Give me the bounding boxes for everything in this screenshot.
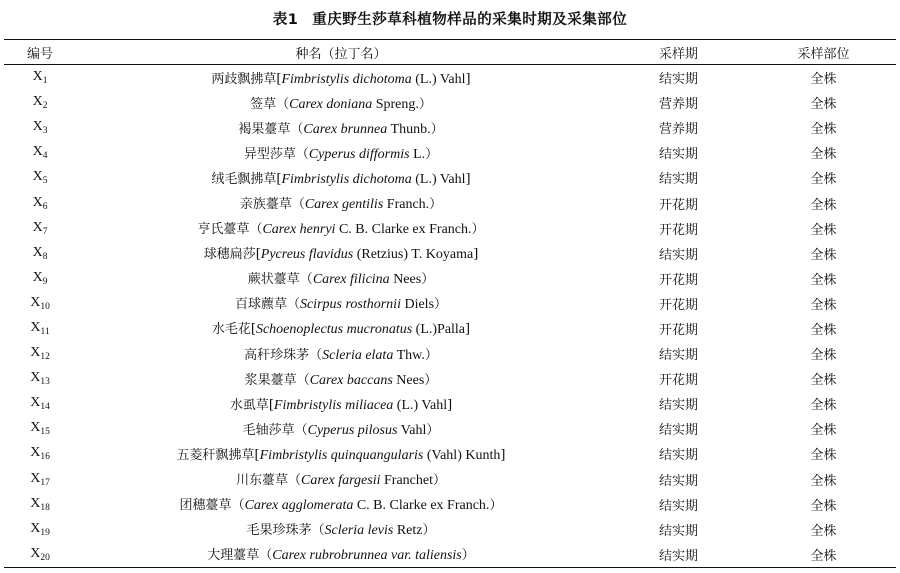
chinese-name: 两歧飘拂草 [211,71,277,87]
chinese-name: 水虱草 [229,397,269,413]
close-bracket: ） [418,96,432,112]
row-period: 结实期 [658,423,698,439]
row-period: 营养期 [658,97,698,113]
row-code [4,416,76,441]
row-species [76,542,606,568]
close-bracket: ） [424,347,438,363]
close-bracket: ） [429,197,443,213]
latin-epithet: henryi [299,222,336,238]
chinese-name: 蕨状薹草 [247,272,300,288]
open-bracket: （ [299,272,313,288]
row-code [4,165,76,190]
open-bracket: [ [255,247,261,263]
row-species [76,391,606,416]
latin-genus: Schoenoplectus [255,322,344,338]
open-bracket: [ [276,71,282,87]
latin-author: Diels [404,297,435,313]
code-letter: X [30,545,41,561]
code-letter: X [32,69,43,85]
latin-name [313,272,421,287]
code-letter: X [30,520,41,536]
row-species [76,140,606,165]
row-code [4,115,76,140]
latin-genus: Carex [304,197,339,213]
code-subscript: 7 [42,226,48,237]
latin-genus: Scleria [324,523,365,539]
row-period: 开花期 [658,222,698,238]
open-bracket: [ [250,322,256,338]
row-part: 全株 [810,548,837,564]
chinese-name: 大理薹草 [207,548,260,564]
latin-name [308,423,427,438]
latin-author: Franchet [384,473,433,489]
latin-name [256,322,465,337]
latin-epithet: filicina [350,272,390,288]
latin-genus: Scirpus [299,297,342,313]
row-part: 全株 [810,97,837,113]
species-table [4,39,896,568]
close-bracket: ） [432,473,446,489]
latin-epithet: agglomerata [281,498,354,514]
latin-name [325,523,423,538]
close-bracket: ） [434,297,448,313]
header-part: 采样部位 [797,46,850,62]
chinese-name: 高秆珍珠茅 [244,347,310,363]
chinese-name: 浆果薹草 [244,372,297,388]
table-row [4,165,896,190]
row-period: 开花期 [658,373,698,389]
open-bracket: （ [290,121,304,137]
latin-author: Franch. [386,197,430,213]
latin-name [322,348,425,363]
latin-name [260,448,501,463]
latin-name [262,222,471,237]
latin-genus: Carex [289,96,323,112]
table-row [4,190,896,215]
code-subscript: 11 [40,326,50,337]
table-title: 重庆野生莎草科植物样品的采集时期及采集部位 [312,12,628,28]
open-bracket: [ [254,447,260,463]
open-bracket: （ [311,523,325,539]
row-part: 全株 [810,197,837,213]
row-species [76,241,606,266]
latin-name [309,147,425,162]
open-bracket: （ [231,498,245,514]
latin-author: (Retzius) T. Koyama [356,247,474,263]
open-bracket: （ [259,548,273,564]
row-species [76,266,606,291]
row-code [4,366,76,391]
latin-epithet: flavidus [308,247,354,263]
row-code [4,266,76,291]
latin-name [289,97,419,112]
latin-genus: Cyperus [307,422,355,438]
close-bracket: ] [473,247,479,263]
row-species [76,316,606,341]
open-bracket: （ [288,473,302,489]
row-part: 全株 [810,147,837,163]
latin-author: (Vahl) Kunth [426,447,501,463]
row-part: 全株 [810,523,837,539]
row-part: 全株 [810,172,837,188]
row-species [76,341,606,366]
latin-genus: Carex [301,473,335,489]
row-code [4,65,76,91]
close-bracket: ） [422,523,436,539]
chinese-name: 毛果珍珠茅 [246,523,312,539]
latin-genus: Carex [312,272,347,288]
latin-author: Thunb. [390,121,431,137]
code-letter: X [30,345,41,361]
latin-author: (L.)Palla [415,322,466,338]
code-letter: X [32,119,43,135]
table-row [4,542,896,568]
code-subscript: 10 [40,301,50,312]
code-subscript: 20 [40,552,50,563]
row-part: 全株 [810,348,837,364]
close-bracket: ） [424,372,438,388]
code-letter: X [32,94,43,110]
latin-epithet: fargesii [338,473,381,489]
code-letter: X [32,244,43,260]
row-part: 全株 [810,448,837,464]
row-period: 结实期 [658,348,698,364]
row-part: 全株 [810,297,837,313]
latin-author: Nees [396,372,425,388]
open-bracket: （ [295,146,309,162]
code-subscript: 14 [40,402,50,413]
code-letter: X [30,294,41,310]
row-period: 结实期 [658,172,698,188]
latin-name [305,197,429,212]
code-letter: X [30,445,41,461]
latin-epithet: rubrobrunnea var. taliensis [309,548,462,564]
table-row [4,391,896,416]
latin-epithet: dichotoma [352,71,412,87]
table-row [4,291,896,316]
row-part: 全株 [810,72,837,88]
code-subscript: 19 [40,527,50,538]
open-bracket: （ [276,96,290,112]
table-number: 表1 [272,12,299,28]
row-code [4,216,76,241]
latin-name [300,297,434,312]
code-letter: X [32,269,43,285]
code-subscript: 8 [42,251,48,262]
row-part: 全株 [810,322,837,338]
row-period: 开花期 [658,197,698,213]
latin-genus: Fimbristylis [281,71,350,87]
row-period: 结实期 [658,72,698,88]
latin-author: Spreng. [375,96,419,112]
row-period: 结实期 [658,448,698,464]
close-bracket: ] [465,322,471,338]
chinese-name: 毛轴莎草 [242,422,295,438]
latin-name [245,498,490,513]
code-letter: X [30,370,41,386]
latin-author: Thw. [396,347,425,363]
open-bracket: （ [294,422,308,438]
header-species: 种名（拉丁名） [295,46,387,62]
row-period: 营养期 [658,122,698,138]
chinese-name: 褐果薹草 [238,121,291,137]
code-subscript: 3 [42,126,48,137]
close-bracket: ] [465,171,471,187]
row-code [4,542,76,568]
row-code [4,241,76,266]
latin-name [303,122,430,137]
code-subscript: 6 [42,201,48,212]
code-letter: X [30,395,41,411]
code-letter: X [30,470,41,486]
table-row [4,90,896,115]
row-part: 全株 [810,473,837,489]
row-code [4,467,76,492]
row-period: 开花期 [658,272,698,288]
row-part: 全株 [810,373,837,389]
latin-epithet: doniana [326,96,373,112]
chinese-name: 川东薹草 [236,473,289,489]
table-row [4,65,896,91]
latin-author: Retz [396,523,423,539]
row-code [4,391,76,416]
open-bracket: [ [276,171,282,187]
latin-genus: Pycreus [260,247,306,263]
close-bracket: ） [461,548,475,564]
latin-author: C. B. Clarke ex Franch. [356,498,490,514]
row-species [76,492,606,517]
row-species [76,517,606,542]
row-code [4,291,76,316]
code-subscript: 12 [40,352,50,363]
close-bracket: ] [500,447,506,463]
table-row [4,216,896,241]
header-period: 采样期 [658,46,698,62]
latin-epithet: mucronatus [346,322,413,338]
row-part: 全株 [810,498,837,514]
latin-epithet: brunnea [340,121,388,137]
table-row [4,316,896,341]
code-letter: X [32,194,43,210]
row-code [4,190,76,215]
latin-genus: Carex [244,498,279,514]
row-period: 结实期 [658,473,698,489]
table-row [4,517,896,542]
row-species [76,115,606,140]
table-row [4,341,896,366]
row-period: 结实期 [658,548,698,564]
chinese-name: 亲族薹草 [239,197,292,213]
table-caption [0,8,900,29]
latin-epithet: miliacea [345,397,394,413]
latin-genus: Carex [272,548,306,564]
latin-author: (L.) Vahl [415,171,466,187]
row-species [76,467,606,492]
row-period: 开花期 [658,297,698,313]
latin-genus: Fimbristylis [273,397,342,413]
table-row [4,241,896,266]
code-subscript: 5 [42,176,48,187]
row-code [4,492,76,517]
latin-epithet: difformis [359,146,410,162]
table-row [4,140,896,165]
code-subscript: 9 [42,276,48,287]
header-code: 编号 [26,46,53,62]
row-code [4,316,76,341]
latin-name [272,548,462,563]
close-bracket: ] [465,71,471,87]
latin-genus: Carex [262,222,297,238]
latin-epithet: levis [367,523,394,539]
latin-epithet: elata [365,347,394,363]
open-bracket: （ [291,197,305,213]
code-subscript: 13 [40,377,50,388]
row-period: 结实期 [658,523,698,539]
latin-genus: Carex [309,372,344,388]
row-period: 开花期 [658,322,698,338]
close-bracket: ） [425,146,439,162]
code-subscript: 17 [40,477,50,488]
chinese-name: 团穗薹草 [179,498,232,514]
row-code [4,341,76,366]
code-letter: X [32,219,43,235]
latin-epithet: dichotoma [352,171,412,187]
row-part: 全株 [810,222,837,238]
row-species [76,216,606,241]
close-bracket: ） [426,422,440,438]
row-species [76,416,606,441]
close-bracket: ） [421,272,435,288]
latin-name [274,398,447,413]
latin-author: L. [413,146,426,162]
close-bracket: ] [447,397,453,413]
latin-name [261,247,473,262]
latin-genus: Scleria [322,347,362,363]
latin-author: Nees [393,272,422,288]
close-bracket: ） [471,222,485,238]
row-part: 全株 [810,122,837,138]
latin-name [301,473,433,488]
row-code [4,517,76,542]
row-species [76,190,606,215]
row-code [4,90,76,115]
code-subscript: 15 [40,427,50,438]
open-bracket: （ [309,347,323,363]
latin-name [310,373,425,388]
table-row [4,467,896,492]
latin-epithet: gentilis [342,197,384,213]
latin-author: C. B. Clarke ex Franch. [338,222,472,238]
table-row [4,416,896,441]
code-subscript: 2 [42,101,48,112]
close-bracket: ） [489,498,503,514]
row-period: 结实期 [658,147,698,163]
latin-author: Vahl [400,422,427,438]
latin-author: (L.) Vahl [396,397,448,413]
code-subscript: 18 [40,502,50,513]
open-bracket: （ [296,372,310,388]
latin-genus: Carex [303,121,338,137]
table-row [4,115,896,140]
row-part: 全株 [810,247,837,263]
latin-epithet: rosthornii [345,297,401,313]
latin-name [281,172,465,187]
latin-name [281,72,465,87]
row-part: 全株 [810,423,837,439]
chinese-name: 五菱秆飘拂草 [176,447,255,463]
row-part: 全株 [810,398,837,414]
chinese-name: 亨氏薹草 [197,222,250,238]
latin-epithet: baccans [346,372,393,388]
row-species [76,65,606,91]
table-row [4,266,896,291]
close-bracket: ） [430,121,444,137]
row-species [76,441,606,466]
chinese-name: 球穗扁莎 [203,247,256,263]
open-bracket: [ [268,397,274,413]
latin-epithet: quinquangularis [330,447,424,463]
row-period: 结实期 [658,247,698,263]
latin-genus: Fimbristylis [259,447,328,463]
code-letter: X [32,144,43,160]
open-bracket: （ [249,222,263,238]
row-species [76,90,606,115]
code-letter: X [30,495,41,511]
latin-author: (L.) Vahl [415,71,466,87]
chinese-name: 绒毛飘拂草 [211,171,277,187]
row-period: 结实期 [658,498,698,514]
row-period: 结实期 [658,398,698,414]
table-row [4,441,896,466]
chinese-name: 水毛花 [211,322,251,338]
latin-genus: Fimbristylis [281,171,350,187]
row-species [76,366,606,391]
code-letter: X [32,169,43,185]
latin-genus: Cyperus [308,146,356,162]
open-bracket: （ [286,297,300,313]
code-letter: X [30,420,41,436]
code-subscript: 1 [42,76,48,87]
chinese-name: 百球藨草 [234,297,287,313]
table-row [4,492,896,517]
table-header-row [4,40,896,65]
chinese-name: 异型莎草 [243,146,296,162]
table-row [4,366,896,391]
code-letter: X [30,319,41,335]
code-subscript: 16 [40,452,50,463]
row-part: 全株 [810,272,837,288]
code-subscript: 4 [42,151,48,162]
row-code [4,441,76,466]
row-species [76,291,606,316]
row-code [4,140,76,165]
chinese-name: 签草 [250,96,277,112]
row-species [76,165,606,190]
latin-epithet: pilosus [357,422,398,438]
